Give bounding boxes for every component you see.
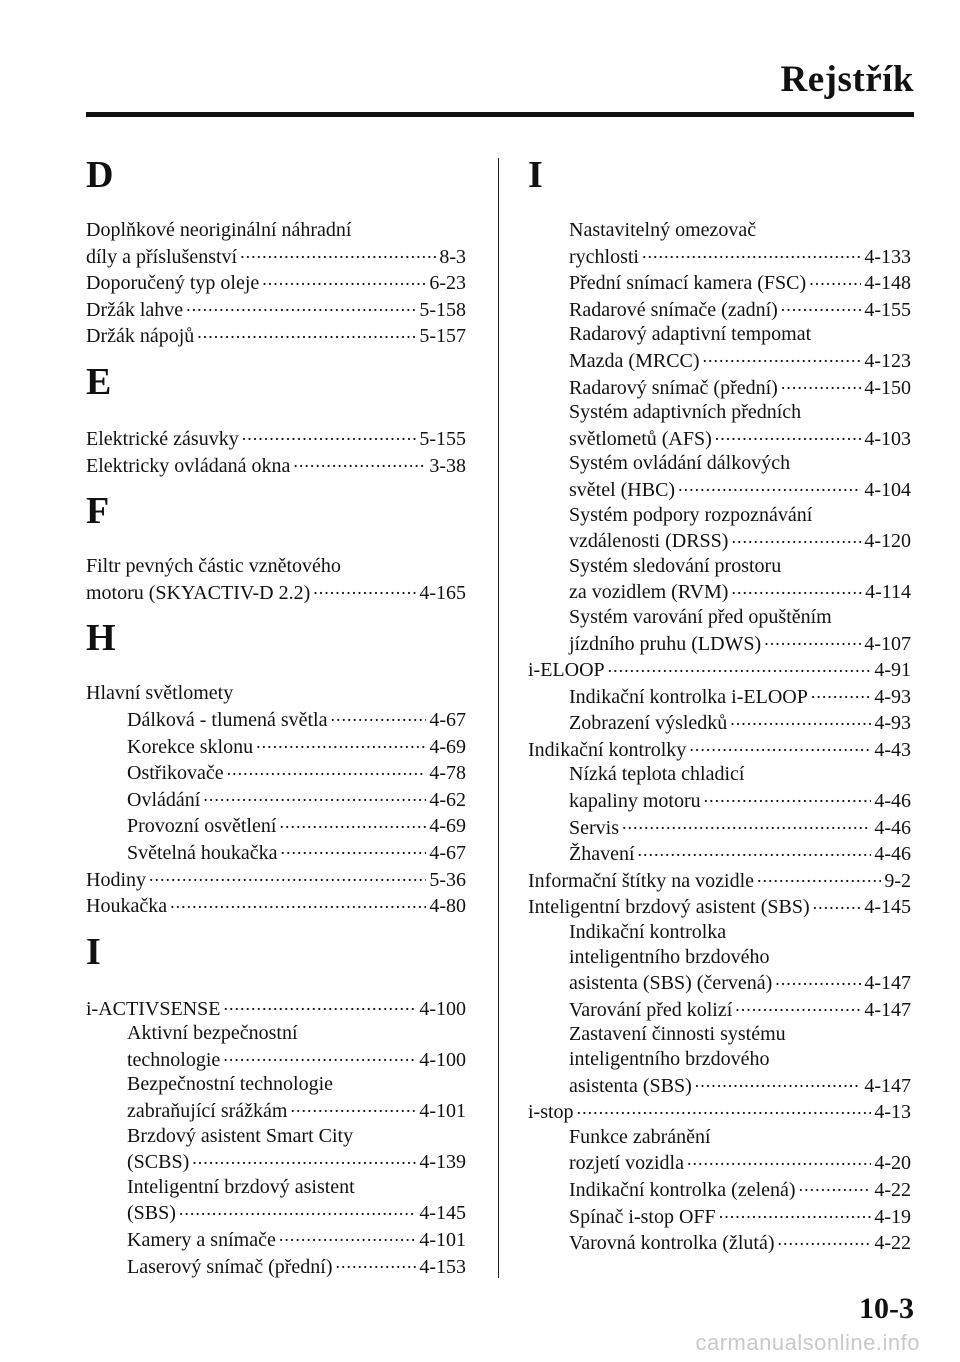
index-entry — [86, 892, 466, 919]
index-entry — [86, 425, 466, 452]
dot-leader — [203, 786, 426, 806]
section-letter: I — [86, 930, 101, 973]
entry-text: rozjetí vozidla — [569, 1152, 684, 1175]
page-reference: 4-93 — [874, 712, 911, 735]
entry-text: Přední snímací kamera (FSC) — [569, 272, 807, 295]
entry-row — [127, 706, 466, 733]
page-title: Rejstřík — [780, 59, 914, 100]
entry-text: Nastavitelný omezovač — [569, 219, 757, 241]
page-reference: 4-104 — [864, 478, 911, 501]
column-divider — [498, 158, 499, 1278]
index-entry — [86, 681, 466, 706]
dot-leader — [577, 1098, 872, 1118]
page-reference: 4-147 — [864, 1074, 911, 1097]
index-entry — [528, 503, 911, 554]
entry-row — [569, 269, 911, 296]
entry-text: inteligentního brzdového — [569, 945, 770, 968]
entry-row — [569, 840, 911, 867]
dot-leader — [704, 787, 872, 807]
entry-text: Kamery a snímače — [127, 1229, 276, 1252]
index-entry — [528, 736, 911, 763]
entry-text: Inteligentní brzdový asistent — [127, 1175, 355, 1198]
dot-leader — [331, 706, 427, 726]
entry-row — [127, 1148, 466, 1175]
page-reference: 4-153 — [419, 1255, 466, 1278]
dot-leader — [781, 296, 862, 316]
index-entry — [528, 814, 911, 841]
dot-leader — [764, 630, 861, 650]
entry-row — [86, 322, 466, 349]
index-entry — [86, 1072, 466, 1123]
entry-row — [569, 347, 911, 374]
index-entry — [86, 1124, 466, 1175]
page-reference: 4-139 — [419, 1151, 466, 1174]
entry-row — [569, 578, 911, 605]
entry-row — [569, 996, 911, 1023]
entry-text: (SCBS) — [127, 1151, 190, 1174]
page-reference: 4-148 — [864, 272, 911, 295]
entry-row — [569, 1203, 911, 1230]
entry-text: Systém sledování prostoru — [569, 554, 782, 577]
entry-row — [127, 786, 466, 813]
index-entry — [528, 762, 911, 813]
page-reference: 4-145 — [419, 1202, 466, 1225]
entry-text: Indikační kontrolka (zelená) — [569, 1178, 796, 1201]
dot-leader — [799, 1176, 872, 1196]
entry-text: rychlosti — [569, 245, 639, 268]
page-reference: 4-101 — [419, 1100, 466, 1123]
dot-leader — [719, 1203, 872, 1223]
entry-row — [86, 425, 466, 452]
dot-leader — [695, 1072, 862, 1092]
index-entry — [528, 554, 911, 605]
page-reference: 4-67 — [429, 841, 466, 864]
index-section — [86, 486, 466, 605]
page-reference: 4-150 — [864, 376, 911, 399]
entry-text: technologie — [127, 1048, 221, 1071]
page-reference: 4-46 — [874, 790, 911, 813]
section-letter: E — [86, 360, 112, 403]
index-column-right — [528, 150, 911, 1256]
entry-text: Ostřikovače — [127, 762, 224, 785]
dot-leader — [777, 1229, 871, 1249]
entry-row — [127, 733, 466, 760]
dot-leader — [179, 1199, 416, 1219]
entry-text: Zobrazení výsledků — [569, 712, 728, 735]
entry-text: Radarové snímače (zadní) — [569, 298, 778, 321]
entry-row — [569, 814, 911, 841]
index-section — [86, 150, 466, 349]
dot-leader — [293, 452, 426, 472]
dot-leader — [757, 867, 881, 887]
entry-row — [569, 243, 911, 270]
dot-leader — [335, 1253, 416, 1273]
entry-row — [569, 709, 911, 736]
section-letter: H — [86, 617, 116, 660]
entry-row — [127, 1199, 466, 1226]
entry-text: i-stop — [528, 1101, 574, 1124]
entry-text: zabraňující srážkám — [127, 1100, 288, 1123]
index-entry — [528, 296, 911, 323]
index-entry — [528, 867, 911, 894]
dot-leader — [313, 579, 416, 599]
index-entry — [528, 400, 911, 451]
entry-text: kapaliny motoru — [569, 790, 701, 813]
entry-row — [86, 296, 466, 323]
entry-text: díly a příslušenství — [86, 245, 238, 268]
entry-text: Mazda (MRCC) — [569, 349, 700, 372]
page-reference: 4-13 — [874, 1101, 911, 1124]
index-entry — [86, 733, 466, 760]
entry-text: Doplňkové neoriginální náhradní — [86, 219, 352, 241]
entry-row — [569, 476, 911, 503]
page-reference: 4-93 — [874, 685, 911, 708]
index-entry — [528, 683, 911, 710]
index-section — [528, 150, 911, 1256]
index-entry — [528, 840, 911, 867]
entry-text: asistenta (SBS) (červená) — [569, 972, 773, 995]
entry-text: Radarový adaptivní tempomat — [569, 323, 812, 346]
dot-leader — [731, 578, 862, 598]
page-reference: 8-3 — [439, 245, 466, 268]
entry-row — [569, 527, 911, 554]
entry-text: Dálková - tlumená světla — [127, 708, 328, 731]
entry-text: Brzdový asistent Smart City — [127, 1124, 354, 1147]
entry-text: Hodiny — [86, 868, 146, 891]
dot-leader — [731, 527, 861, 547]
entry-text: Indikační kontrolka — [569, 921, 727, 944]
page-reference: 4-22 — [874, 1178, 911, 1201]
page-reference: 5-155 — [419, 427, 466, 450]
section-letter: D — [86, 154, 114, 196]
entry-row — [127, 1097, 466, 1124]
page-number: 10-3 — [859, 1292, 914, 1325]
entry-text: Funkce zabránění — [569, 1125, 711, 1148]
entry-text: jízdního pruhu (LDWS) — [569, 632, 762, 655]
page-reference: 5-157 — [419, 325, 466, 348]
entry-text: Systém ovládání dálkových — [569, 452, 791, 475]
dot-leader — [813, 893, 862, 913]
index-entry — [528, 269, 911, 296]
entry-row — [569, 630, 911, 657]
page-reference: 4-123 — [864, 349, 911, 372]
index-entry — [86, 812, 466, 839]
dot-leader — [279, 812, 426, 832]
page-reference: 4-133 — [864, 245, 911, 268]
entry-text: Zastavení činnosti systému — [569, 1023, 786, 1046]
dot-leader — [223, 995, 416, 1015]
page-reference: 4-46 — [874, 816, 911, 839]
index-entry — [528, 920, 911, 996]
index-entry — [528, 1176, 911, 1203]
index-entry — [528, 605, 911, 656]
index-entry — [86, 322, 466, 349]
dot-leader — [186, 296, 416, 316]
index-entry — [86, 1253, 466, 1280]
dot-leader — [775, 969, 861, 989]
dot-leader — [809, 269, 861, 289]
entry-text: Laserový snímač (přední) — [127, 1255, 333, 1278]
dot-leader — [622, 814, 871, 834]
index-entry — [86, 218, 466, 269]
entry-text: Systém varování před opuštěním — [569, 605, 832, 628]
index-entry — [86, 269, 466, 296]
page-reference: 4-107 — [864, 632, 911, 655]
entry-text: asistenta (SBS) — [569, 1074, 692, 1097]
dot-leader — [227, 759, 427, 779]
entry-row — [528, 893, 911, 920]
dot-leader — [262, 269, 426, 289]
index-entry — [528, 893, 911, 920]
entry-row — [569, 425, 911, 452]
entry-text: Houkačka — [86, 895, 168, 918]
entry-text: Elektrické zásuvky — [86, 427, 239, 450]
section-letter: I — [528, 154, 543, 196]
entry-text: Inteligentní brzdový asistent (SBS) — [528, 896, 810, 919]
entry-row — [569, 969, 911, 996]
entry-row — [569, 296, 911, 323]
header-rule — [86, 112, 914, 117]
index-column-left — [86, 150, 466, 1279]
dot-leader — [197, 322, 416, 342]
page-reference: 4-103 — [864, 427, 911, 450]
entry-text: Aktivní bezpečnostní — [127, 1022, 298, 1045]
entry-row — [569, 1072, 911, 1099]
dot-leader — [781, 374, 862, 394]
entry-row — [569, 1229, 911, 1256]
dot-leader — [192, 1148, 416, 1168]
page-reference: 4-43 — [874, 738, 911, 761]
entry-text: Varování před kolizí — [569, 998, 733, 1021]
index-entry — [86, 995, 466, 1022]
entry-row — [528, 656, 911, 683]
index-entry — [528, 218, 911, 269]
entry-text: Servis — [569, 816, 619, 839]
index-entry — [86, 1021, 466, 1072]
entry-text: Systém podpory rozpoznávání — [569, 503, 813, 526]
entry-row — [127, 1046, 466, 1073]
entry-text: Žhavení — [569, 843, 635, 866]
index-entry — [528, 322, 911, 373]
entry-row — [86, 243, 466, 270]
page-reference: 4-19 — [874, 1205, 911, 1228]
entry-text: Indikační kontrolky — [528, 738, 687, 761]
dot-leader — [730, 709, 871, 729]
page-reference: 4-67 — [429, 708, 466, 731]
entry-text: Držák nápojů — [86, 325, 195, 348]
index-entry — [86, 759, 466, 786]
page-reference: 4-155 — [864, 298, 911, 321]
entry-text: Ovládání — [127, 788, 201, 811]
index-section — [86, 613, 466, 918]
dot-leader — [638, 840, 872, 860]
entry-text: Spínač i-stop OFF — [569, 1205, 716, 1228]
dot-leader — [170, 892, 426, 912]
entry-row — [569, 683, 911, 710]
entry-row — [528, 1098, 911, 1125]
entry-row — [528, 736, 911, 763]
entry-text: Držák lahve — [86, 298, 184, 321]
dot-leader — [279, 1226, 417, 1246]
entry-text: Indikační kontrolka i-ELOOP — [569, 685, 808, 708]
page-reference: 4-62 — [429, 788, 466, 811]
page-reference: 4-91 — [874, 659, 911, 682]
entry-text: světel (HBC) — [569, 478, 676, 501]
index-entry — [86, 296, 466, 323]
entry-row — [127, 839, 466, 866]
page-reference: 4-80 — [429, 895, 466, 918]
page-reference: 6-23 — [429, 272, 466, 295]
dot-leader — [608, 656, 872, 676]
entry-row — [569, 1176, 911, 1203]
entry-text: Doporučený typ oleje — [86, 272, 260, 295]
entry-row — [127, 1253, 466, 1280]
dot-leader — [735, 996, 861, 1016]
page-reference: 4-165 — [419, 581, 466, 604]
entry-text: Hlavní světlomety — [86, 682, 234, 705]
entry-text: Korekce sklonu — [127, 735, 254, 758]
entry-text: i-ACTIVSENSE — [86, 997, 221, 1020]
dot-leader — [642, 243, 861, 263]
dot-leader — [281, 839, 427, 859]
entry-text: Světelná houkačka — [127, 841, 278, 864]
index-entry — [528, 656, 911, 683]
dot-leader — [687, 1149, 871, 1169]
entry-row — [528, 867, 911, 894]
page-reference: 3-38 — [429, 454, 466, 477]
entry-text: motoru (SKYACTIV-D 2.2) — [86, 581, 311, 604]
page-reference: 4-101 — [419, 1229, 466, 1252]
entry-row — [86, 892, 466, 919]
entry-text: Filtr pevných částic vznětového — [86, 555, 341, 578]
entry-row — [127, 812, 466, 839]
page-reference: 4-114 — [865, 581, 911, 604]
index-entry — [528, 1022, 911, 1098]
page-reference: 4-20 — [874, 1152, 911, 1175]
page-reference: 4-100 — [419, 1048, 466, 1071]
watermark: carmanualsonline.info — [695, 1330, 920, 1355]
entry-row — [127, 759, 466, 786]
page-reference: 4-147 — [864, 998, 911, 1021]
entry-row — [86, 452, 466, 479]
dot-leader — [290, 1097, 416, 1117]
index-entry — [86, 866, 466, 893]
entry-text: Radarový snímač (přední) — [569, 376, 778, 399]
page-reference: 9-2 — [884, 869, 911, 892]
entry-text: vzdálenosti (DRSS) — [569, 530, 729, 553]
index-entry — [86, 706, 466, 733]
index-entry — [86, 839, 466, 866]
entry-text: i-ELOOP — [528, 659, 605, 682]
page-reference: 4-147 — [864, 972, 911, 995]
page-reference: 4-78 — [429, 762, 466, 785]
index-section — [86, 357, 466, 478]
entry-text: Provozní osvětlení — [127, 815, 277, 838]
entry-text: inteligentního brzdového — [569, 1048, 770, 1070]
entry-row — [569, 787, 911, 814]
dot-leader — [678, 476, 861, 496]
index-entry — [86, 1175, 466, 1226]
entry-text: světlometů (AFS) — [569, 427, 712, 450]
index-entry — [86, 786, 466, 813]
index-entry — [528, 996, 911, 1023]
index-entry — [528, 374, 911, 401]
index-entry — [86, 452, 466, 479]
entry-row — [86, 866, 466, 893]
entry-text: Nízká teplota chladicí — [569, 763, 745, 786]
page-reference: 4-100 — [419, 997, 466, 1020]
page-reference: 4-69 — [429, 735, 466, 758]
index-entry — [86, 554, 466, 605]
page-reference: 4-69 — [429, 815, 466, 838]
page-reference: 4-145 — [864, 896, 911, 919]
dot-leader — [149, 866, 426, 886]
entry-text: Varovná kontrolka (žlutá) — [569, 1232, 775, 1255]
section-letter: F — [86, 490, 110, 533]
entry-text: Elektricky ovládaná okna — [86, 454, 291, 477]
index-section — [86, 927, 466, 1280]
index-entry — [528, 451, 911, 502]
page-reference: 4-120 — [864, 530, 911, 553]
page-reference: 5-36 — [429, 868, 466, 891]
dot-leader — [242, 425, 417, 445]
index-entry — [528, 1203, 911, 1230]
entry-text: (SBS) — [127, 1202, 176, 1225]
index-entry — [528, 1229, 911, 1256]
entry-row — [569, 1149, 911, 1176]
entry-row — [127, 1226, 466, 1253]
entry-text: za vozidlem (RVM) — [569, 581, 729, 604]
entry-text: Systém adaptivních předních — [569, 401, 802, 424]
page-reference: 4-46 — [874, 843, 911, 866]
index-entry — [528, 1125, 911, 1176]
entry-row — [569, 374, 911, 401]
entry-row — [86, 269, 466, 296]
index-entry — [528, 1098, 911, 1125]
entry-text: Informační štítky na vozidle — [528, 869, 755, 892]
dot-leader — [223, 1046, 416, 1066]
dot-leader — [811, 683, 871, 703]
dot-leader — [689, 736, 871, 756]
page-reference: 4-22 — [874, 1232, 911, 1255]
entry-text: Bezpečnostní technologie — [127, 1073, 334, 1096]
page-reference: 5-158 — [419, 298, 466, 321]
entry-row — [86, 995, 466, 1022]
dot-leader — [715, 425, 862, 445]
index-entry — [528, 709, 911, 736]
dot-leader — [240, 243, 436, 263]
dot-leader — [703, 347, 862, 367]
entry-row — [86, 579, 466, 606]
index-entry — [86, 1226, 466, 1253]
dot-leader — [256, 733, 426, 753]
